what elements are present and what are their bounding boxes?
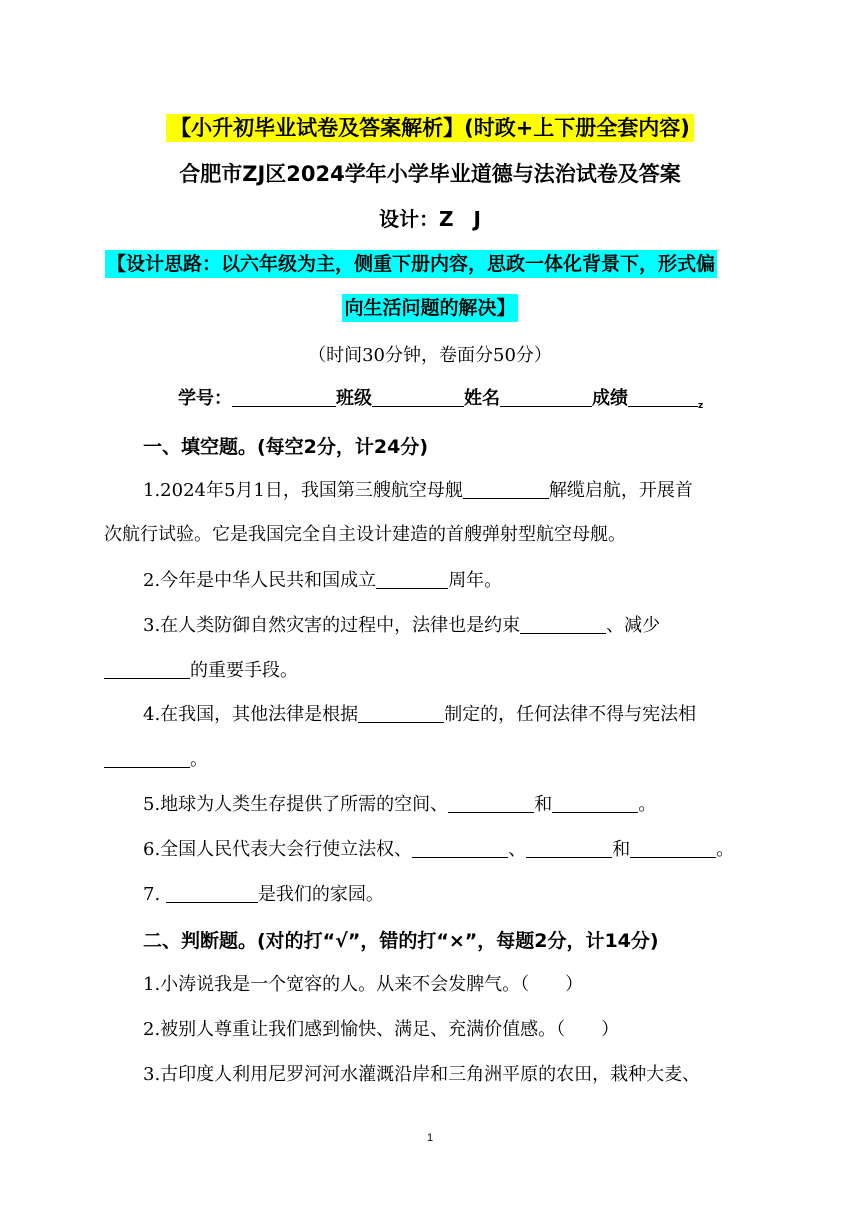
- banner-highlight: 【小升初毕业试卷及答案解析】(时政+上下册全套内容): [166, 114, 694, 142]
- q6-line: [143, 835, 734, 861]
- q3-text-a: 3.在人类防御自然灾害的过程中，法律也是约束: [143, 615, 521, 636]
- q4-line1: [143, 700, 696, 726]
- class-label: 班级: [336, 388, 372, 409]
- section2-heading: 二、判断题。(对的打“√”，错的打“×”，每题2分，计14分): [143, 930, 659, 952]
- student-id-label: 学号：: [178, 388, 232, 409]
- q6-blank-3[interactable]: [630, 839, 716, 858]
- score-blank[interactable]: [628, 388, 698, 407]
- q4-line2: [104, 745, 208, 771]
- q6-text-b: 、: [508, 839, 527, 860]
- banner-title: [0, 112, 860, 142]
- time-info: （时间30分钟，卷面分50分）: [308, 345, 552, 366]
- q5-text-b: 和: [534, 794, 553, 815]
- q4-text-c: 。: [190, 749, 208, 770]
- judge-q2: 2.被别人尊重让我们感到愉快、满足、充满价值感。（ ）: [143, 1019, 620, 1040]
- judge-q3: 3.古印度人利用尼罗河河水灌溉沿岸和三角洲平原的农田，栽种大麦、: [143, 1064, 701, 1085]
- q7-text-a: 7.: [143, 884, 166, 905]
- tail-mark: z: [698, 401, 704, 411]
- design-idea-text-2: 向生活问题的解决】: [342, 294, 517, 322]
- q1-blank[interactable]: [463, 480, 549, 499]
- class-blank[interactable]: [372, 388, 464, 407]
- q5-line: [143, 790, 656, 816]
- q4-blank-2[interactable]: [104, 749, 190, 768]
- q7-line: [143, 880, 384, 906]
- q3-text-c: 的重要手段。: [190, 660, 298, 681]
- exam-title: 合肥市ZJ区2024学年小学毕业道德与法治试卷及答案: [179, 162, 681, 186]
- q7-blank[interactable]: [166, 884, 258, 903]
- q1-text-b: 解缆启航，开展首: [548, 480, 693, 501]
- q4-text-b: 制定的，任何法律不得与宪法相: [444, 704, 697, 725]
- q2-text-a: 2.今年是中华人民共和国成立: [143, 570, 377, 591]
- judge-q1: 1.小涛说我是一个宽容的人。从来不会发脾气。（ ）: [143, 974, 584, 995]
- q3-line2: [104, 656, 298, 682]
- q3-text-b: 、减少: [606, 615, 661, 636]
- page-number: 1: [426, 1132, 434, 1144]
- q3-line1: [143, 611, 660, 637]
- student-id-blank[interactable]: [232, 388, 336, 407]
- name-label: 姓名: [464, 388, 500, 409]
- q5-text-c: 。: [638, 794, 657, 815]
- q4-text-a: 4.在我国，其他法律是根据: [143, 704, 359, 725]
- q4-blank-1[interactable]: [358, 704, 444, 723]
- q2-line: [143, 566, 502, 592]
- q6-text-d: 。: [716, 839, 735, 860]
- student-info-line: [178, 384, 703, 411]
- designer-line: 设计：Z J: [379, 207, 481, 231]
- q6-blank-1[interactable]: [412, 839, 508, 858]
- q3-blank-1[interactable]: [520, 615, 606, 634]
- q1-line1: [143, 476, 693, 502]
- q6-blank-2[interactable]: [526, 839, 612, 858]
- q2-text-b: 周年。: [448, 570, 503, 591]
- q6-text-a: 6.全国人民代表大会行使立法权、: [143, 839, 413, 860]
- section1-heading: 一、填空题。(每空2分，计24分): [143, 436, 429, 458]
- design-idea-text-1: 【设计思路：以六年级为主，侧重下册内容，思政一体化背景下，形式偏: [105, 250, 717, 278]
- q5-text-a: 5.地球为人类生存提供了所需的空间、: [143, 794, 449, 815]
- q1-line2: 次航行试验。它是我国完全自主设计建造的首艘弹射型航空母舰。: [104, 524, 626, 545]
- q5-blank-1[interactable]: [448, 794, 534, 813]
- q3-blank-2[interactable]: [104, 660, 190, 679]
- q7-text-b: 是我们的家园。: [257, 884, 384, 905]
- q1-text-a: 1.2024年5月1日，我国第三艘航空母舰: [143, 480, 463, 501]
- score-label: 成绩: [592, 388, 628, 409]
- q2-blank[interactable]: [376, 570, 448, 589]
- design-idea-line2: [0, 293, 860, 320]
- design-idea-line1: [105, 249, 717, 276]
- q6-text-c: 和: [612, 839, 631, 860]
- name-blank[interactable]: [500, 388, 592, 407]
- q5-blank-2[interactable]: [552, 794, 638, 813]
